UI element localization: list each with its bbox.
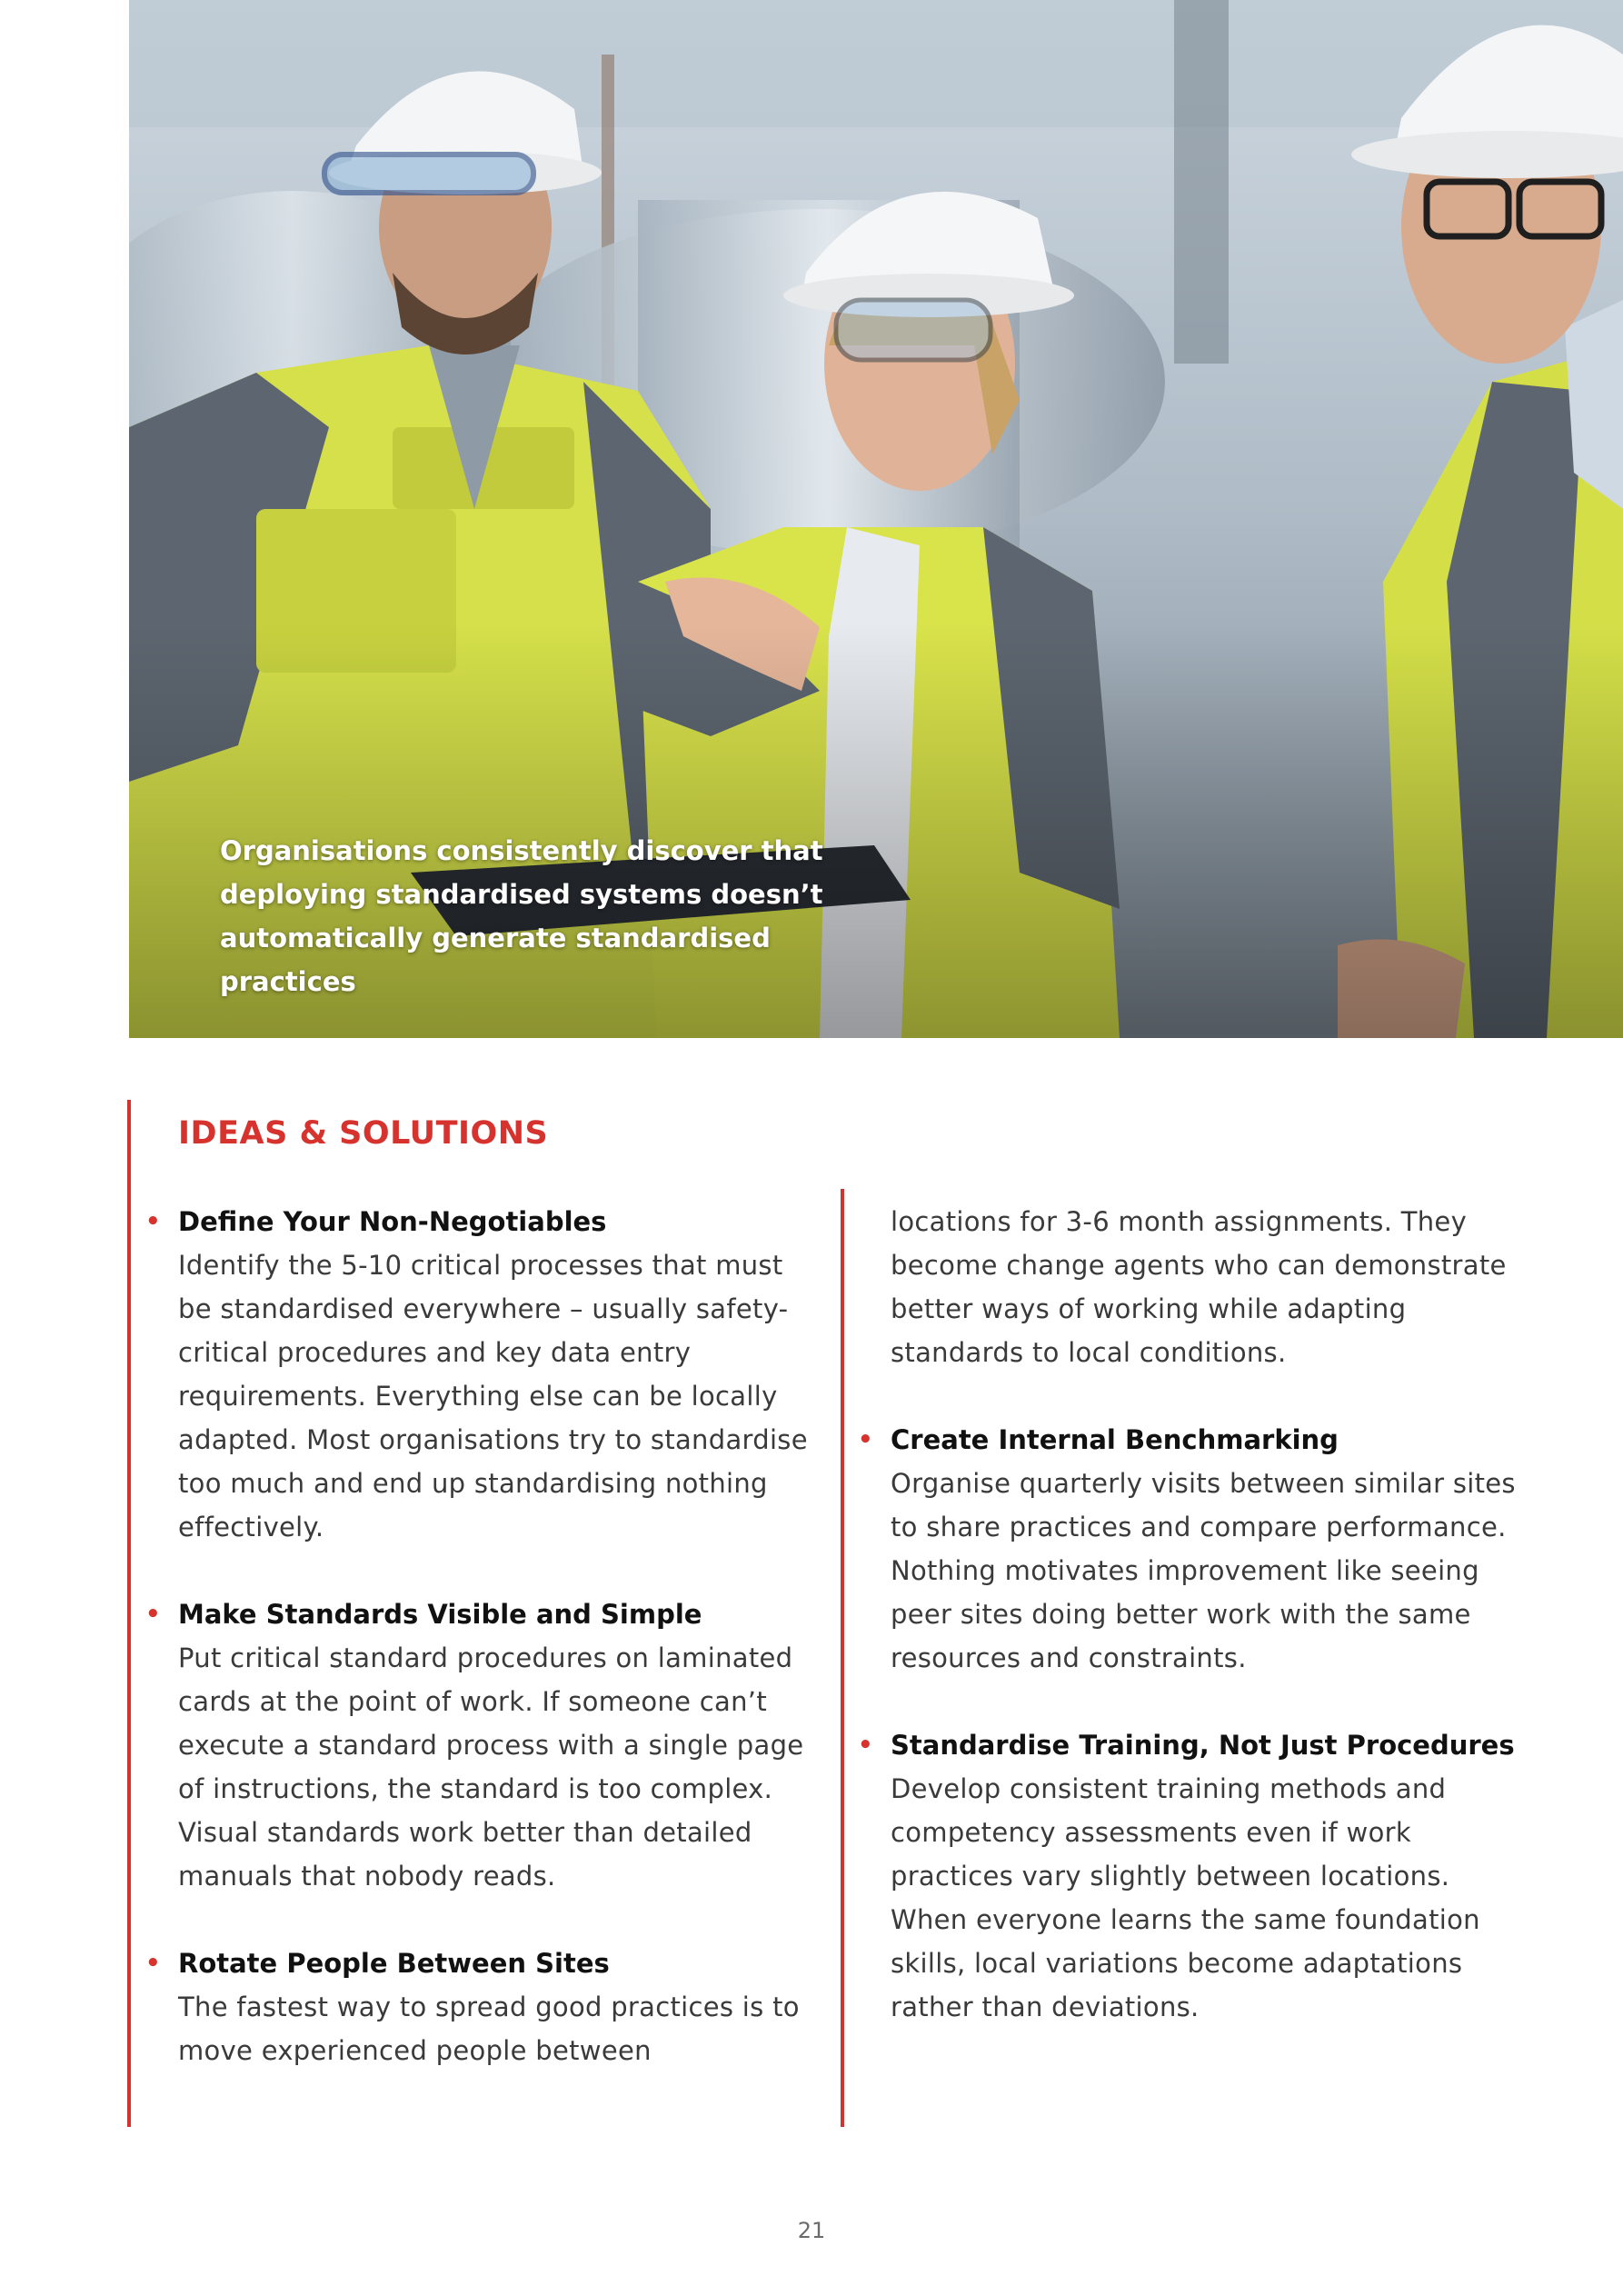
list-item [145,1942,814,2072]
bullet-icon: • [858,1732,873,1759]
continued-body: locations for 3-6 month assignments. They become change agents who can demonstrate better ways of working while adapting standards to local conditions. [891,1206,1507,1368]
right-column [858,1200,1518,2072]
page-number: 21 [797,2218,826,2243]
item-title: Define Your Non-Negotiables [178,1206,607,1237]
item-title: Create Internal Benchmarking [891,1424,1339,1455]
column-divider-line [841,1189,844,2127]
item-body: Put critical standard procedures on laminated cards at the point of work. If someone can’t execute a standard process with a single page of instructions, the standard is too complex. Visual standards work better than detailed manuals that nobody reads. [178,1642,804,1892]
bullet-icon: • [145,1601,161,1628]
left-column [145,1200,814,2116]
item-body: Identify the 5-10 critical processes that must be standardised everywhere – usually safety-critical procedures and key data entry requirements. Everything else can be locally adapted. Most organisations try to standardise too much and end up standardising nothing effectively. [178,1250,808,1542]
item-body: Develop consistent training methods and competency assessments even if work practices vary slightly between locations. When everyone learns the same foundation skills, local variations become adaptations rather than deviations. [891,1773,1480,2022]
list-item [145,1592,814,1898]
list-item [858,1418,1518,1680]
item-title: Make Standards Visible and Simple [178,1599,702,1630]
bullet-icon: • [858,1426,873,1453]
list-item [145,1200,814,1549]
list-item [858,1723,1518,2029]
bullet-icon: • [145,1208,161,1235]
item-body: The fastest way to spread good practices is to move experienced people between [178,1992,800,2066]
photo-caption: Organisations consistently discover that deploying standardised systems doesn’t automatically generate standardised practices [220,835,823,997]
item-title: Rotate People Between Sites [178,1948,610,1979]
section-title: IDEAS & SOLUTIONS [178,1115,549,1152]
item-title: Standardise Training, Not Just Procedures [891,1730,1515,1761]
hero-photo [129,0,1623,1038]
bullet-icon: • [145,1950,161,1977]
item-body: Organise quarterly visits between similar sites to share practices and compare performance. Nothing motivates improvement like seeing peer sites doing better work with the same resources and constraints. [891,1468,1516,1673]
section-accent-line-left [127,1100,131,2127]
